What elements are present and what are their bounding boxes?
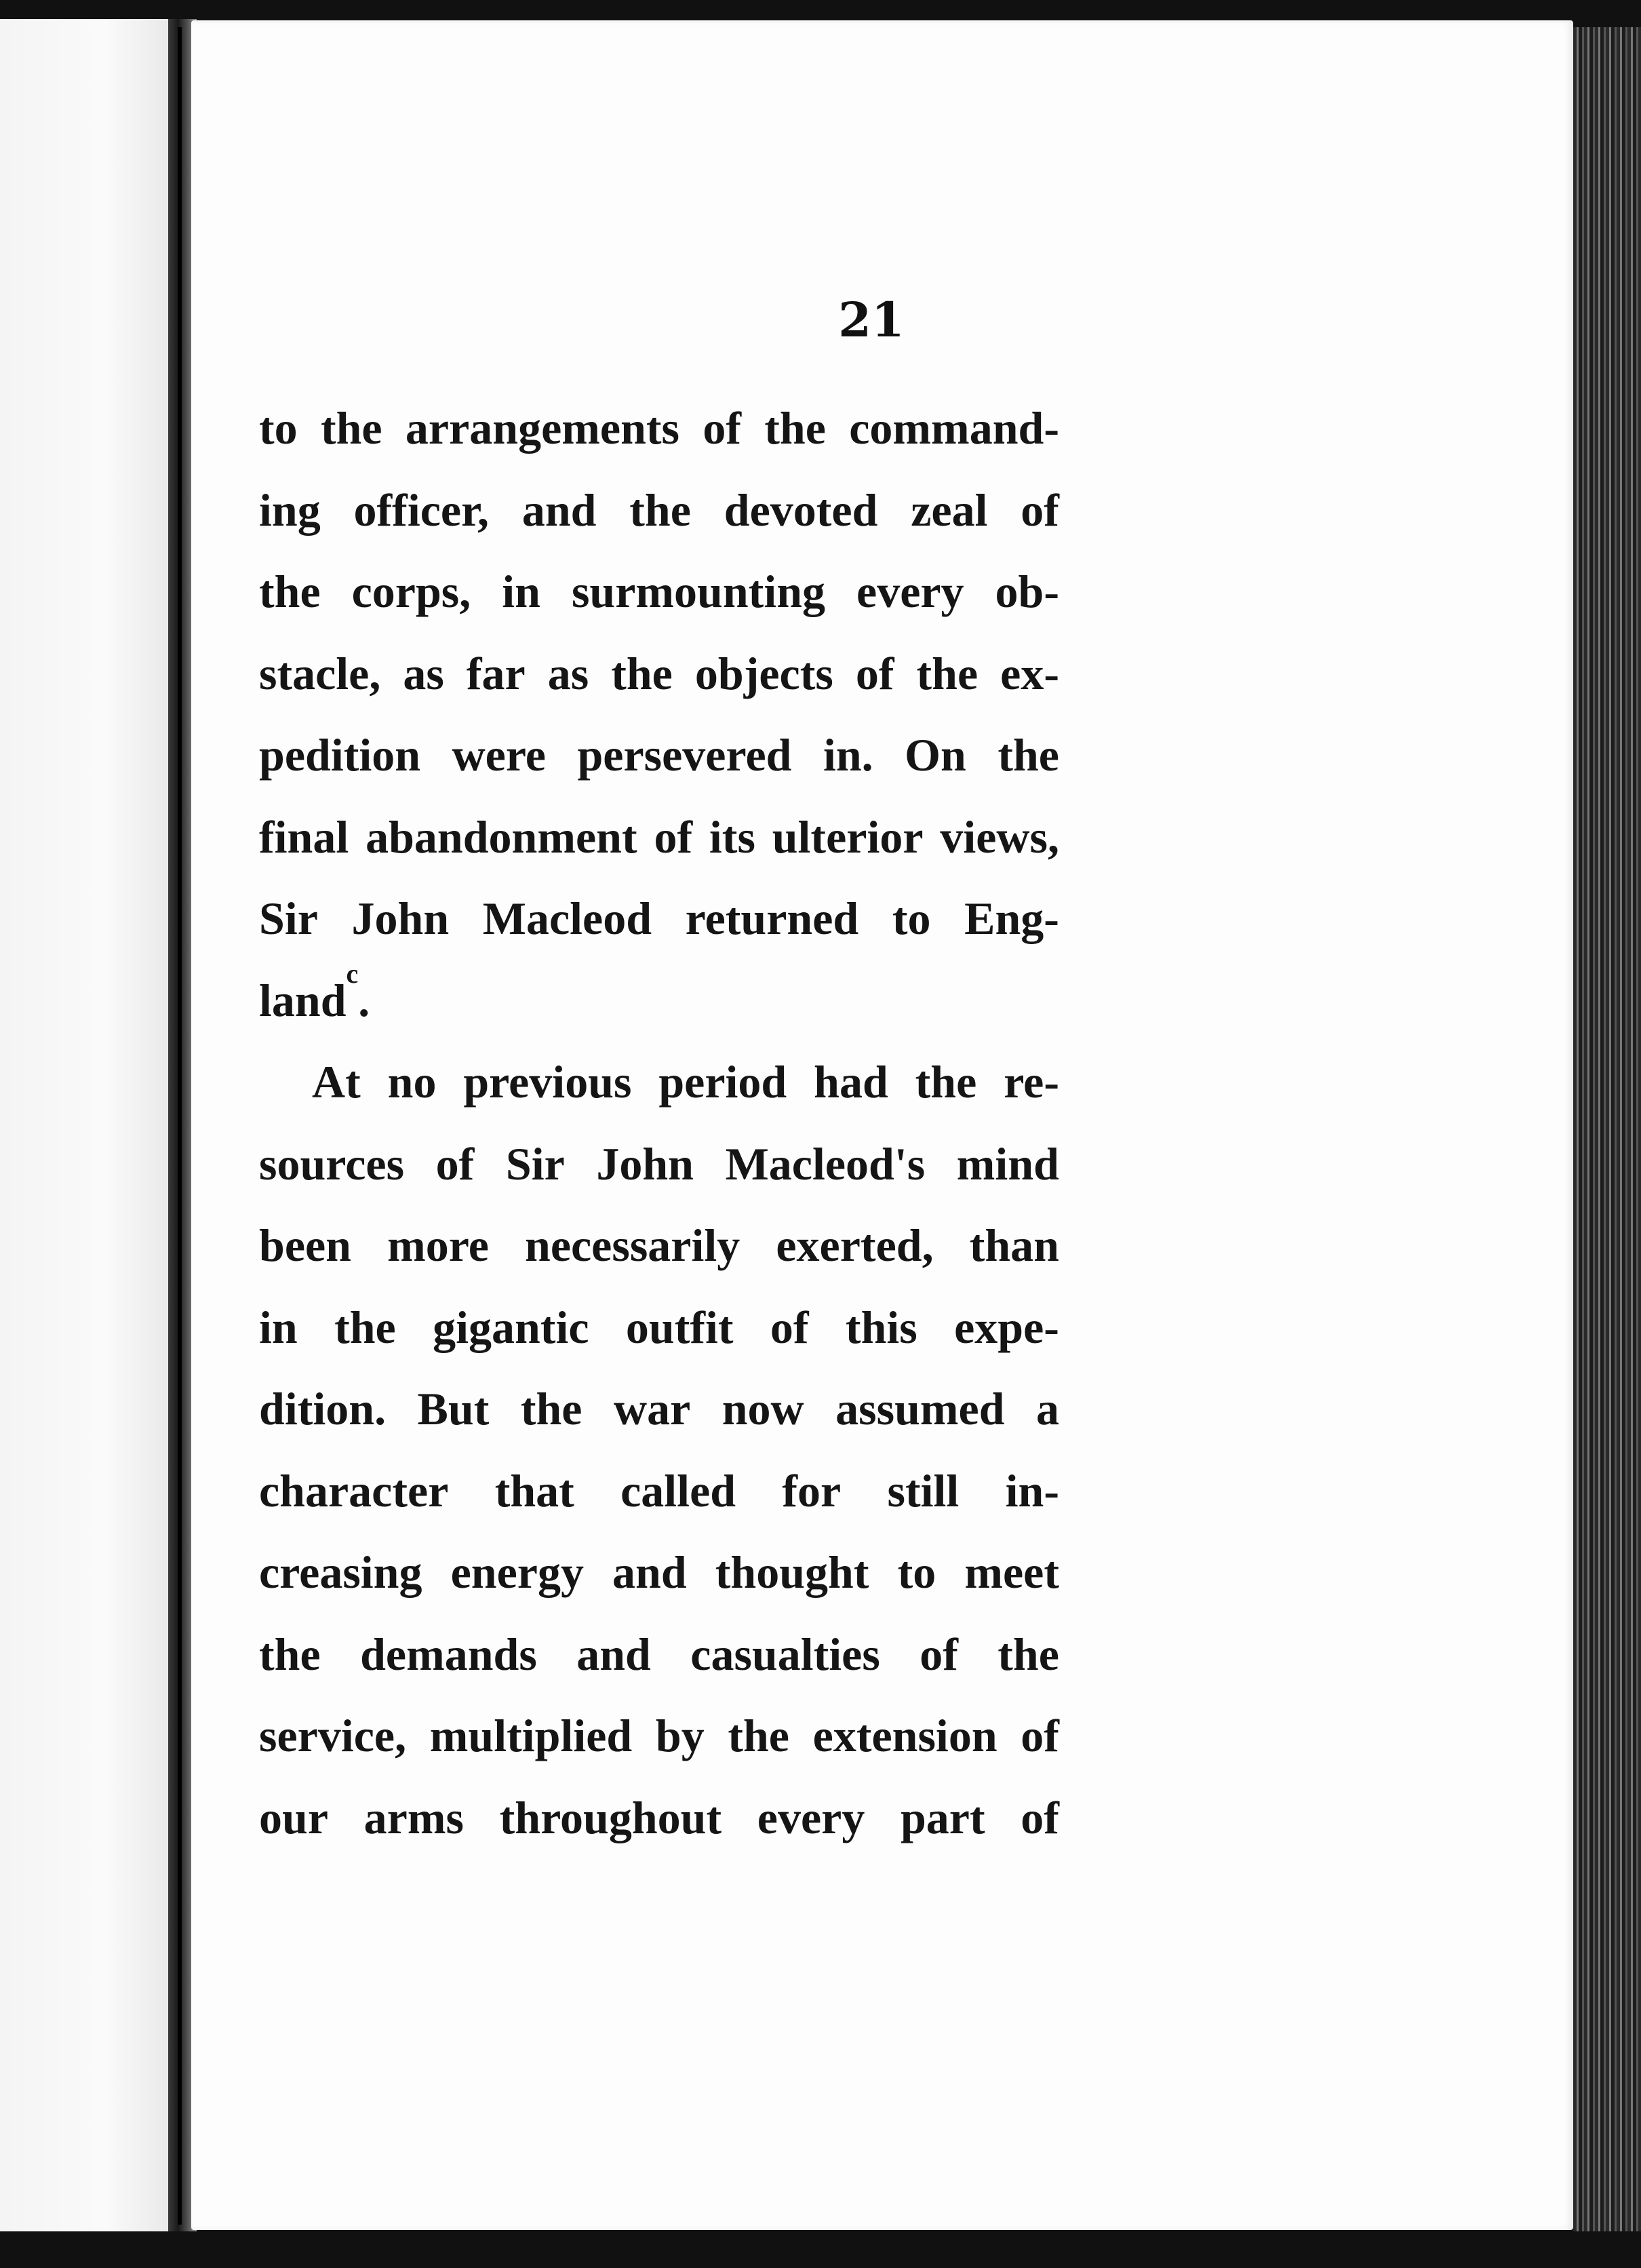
text-word: war: [613, 1383, 691, 1434]
text-word: meet: [964, 1546, 1059, 1598]
text-line: [259, 402, 1059, 484]
text-word: energy: [450, 1546, 584, 1598]
text-word: been: [259, 1219, 351, 1271]
text-word: creasing: [259, 1546, 422, 1598]
text-word: At: [312, 1056, 361, 1108]
text-word: outfit: [625, 1301, 734, 1353]
text-word: exerted,: [776, 1219, 934, 1271]
text-word: Macleod's: [725, 1137, 926, 1190]
text-word: thought: [715, 1546, 869, 1598]
text-word: ex-: [1000, 647, 1059, 699]
text-word: final: [259, 810, 349, 863]
text-word: the: [916, 647, 978, 699]
text-word: every: [856, 566, 964, 617]
text-line: [259, 1628, 1059, 1710]
text-word: in-: [1005, 1464, 1059, 1517]
text-line: [259, 484, 1059, 566]
text-word: the: [997, 1628, 1059, 1680]
text-word: ulterior: [772, 810, 924, 863]
text-word: that: [494, 1464, 574, 1517]
text-word: the: [915, 1056, 977, 1108]
text-word: were: [452, 729, 546, 781]
text-word: gigantic: [433, 1301, 589, 1353]
text-word: character: [259, 1464, 449, 1517]
text-word: John: [596, 1137, 694, 1190]
text-word: assumed: [835, 1383, 1005, 1434]
text-word: of: [920, 1628, 958, 1680]
footnote-marker: c: [346, 958, 359, 989]
text-word: extension: [812, 1710, 997, 1761]
text-line: [259, 1464, 1059, 1546]
text-word: the: [259, 566, 321, 617]
text-word: devoted: [724, 484, 878, 536]
text-word: land: [259, 974, 347, 1026]
text-word: re-: [1004, 1056, 1059, 1108]
text-word: service,: [259, 1710, 407, 1761]
text-word: the: [997, 729, 1059, 781]
text-word: called: [620, 1464, 736, 1517]
text-line: [259, 1301, 1059, 1383]
text-word: of: [1021, 1710, 1059, 1761]
text-word: our: [259, 1791, 328, 1843]
text-word: part: [900, 1791, 985, 1843]
text-word: arms: [363, 1791, 464, 1843]
gutter-shadow-line: [178, 27, 182, 2225]
text-line: [259, 647, 1059, 729]
text-word: the: [764, 402, 826, 454]
text-word: every: [757, 1791, 865, 1843]
text-line: [259, 1791, 1059, 1873]
text-word: necessarily: [525, 1219, 740, 1271]
text-word: of: [435, 1137, 475, 1190]
text-word: of: [855, 647, 894, 699]
text-word: for: [782, 1464, 842, 1517]
text-word: the: [334, 1301, 396, 1353]
text-word: surmounting: [571, 566, 826, 617]
text-word: Macleod: [482, 893, 652, 944]
text-line: [259, 1219, 1059, 1301]
text-word: had: [814, 1056, 888, 1108]
text-word: previous: [463, 1056, 632, 1108]
text-word: more: [387, 1219, 489, 1271]
text-word: stacle,: [259, 647, 381, 699]
period: .: [358, 974, 370, 1026]
text-word: mind: [956, 1137, 1059, 1190]
text-word: pedition: [259, 729, 421, 781]
text-word: in: [259, 1301, 298, 1353]
text-word: a: [1036, 1383, 1059, 1434]
body-text: [259, 402, 1059, 1873]
text-word: and: [612, 1546, 687, 1598]
text-line: [259, 1055, 1059, 1137]
text-word: corps,: [351, 566, 471, 617]
text-line: [259, 1382, 1059, 1464]
text-word: period: [658, 1056, 787, 1108]
text-word: returned: [685, 893, 859, 944]
text-word: the: [320, 402, 382, 454]
text-line: [259, 810, 1059, 893]
text-word: throughout: [499, 1791, 722, 1843]
text-word: to: [897, 1546, 936, 1598]
text-word: officer,: [353, 484, 490, 536]
text-word: John: [351, 893, 450, 944]
text-word: the: [520, 1383, 582, 1434]
page-stack-edge: [1573, 27, 1641, 2231]
text-word: persevered: [577, 729, 792, 781]
text-word: this: [845, 1301, 917, 1353]
text-word: still: [887, 1464, 960, 1517]
text-word: to: [892, 893, 931, 944]
text-word: of: [1021, 1791, 1059, 1843]
text-word: of: [770, 1301, 809, 1353]
facing-page-edge: [0, 19, 175, 2231]
text-line: [259, 728, 1059, 810]
text-word: command-: [849, 402, 1059, 454]
page-number: 21: [838, 292, 905, 348]
text-word: to: [259, 402, 298, 454]
text-word: zeal: [911, 484, 988, 536]
paragraph-end-line: [259, 958, 1059, 1056]
text-word: far: [466, 647, 526, 699]
text-word: and: [521, 484, 597, 536]
text-line: [259, 565, 1059, 647]
text-word: objects: [694, 647, 833, 699]
text-word: dition.: [259, 1383, 387, 1434]
text-word: the: [629, 484, 691, 536]
text-word: as: [403, 647, 444, 699]
text-word: demands: [360, 1628, 537, 1680]
text-word: as: [547, 647, 589, 699]
text-word: the: [611, 647, 673, 699]
text-word: of: [1021, 484, 1059, 536]
text-word: now: [721, 1383, 804, 1434]
text-word: Sir: [259, 893, 318, 944]
text-word: no: [387, 1056, 437, 1108]
text-word: views,: [940, 810, 1059, 863]
text-word: multiplied: [429, 1710, 633, 1761]
text-word: arrangements: [405, 402, 680, 454]
text-word: Sir: [505, 1137, 565, 1190]
text-word: and: [576, 1628, 651, 1680]
text-word: expe-: [954, 1301, 1059, 1353]
text-word: ob-: [995, 566, 1059, 617]
text-line: [259, 892, 1059, 974]
text-word: in.: [823, 729, 873, 781]
text-word: the: [728, 1710, 789, 1761]
text-word: Eng-: [964, 893, 1059, 944]
text-line: [259, 1546, 1059, 1628]
text-word: abandonment: [365, 810, 637, 863]
text-word: of: [654, 810, 693, 863]
text-line: [259, 1709, 1059, 1791]
text-word: its: [709, 810, 755, 863]
text-word: of: [703, 402, 741, 454]
text-word: On: [905, 729, 966, 781]
text-word: But: [417, 1383, 490, 1434]
text-word: in: [502, 566, 540, 617]
text-word: casualties: [690, 1628, 880, 1680]
text-word: sources: [259, 1137, 405, 1190]
text-word: than: [969, 1219, 1059, 1271]
text-word: by: [655, 1710, 705, 1761]
text-word: the: [259, 1628, 321, 1680]
text-line: [259, 1137, 1059, 1219]
text-word: ing: [259, 484, 321, 536]
